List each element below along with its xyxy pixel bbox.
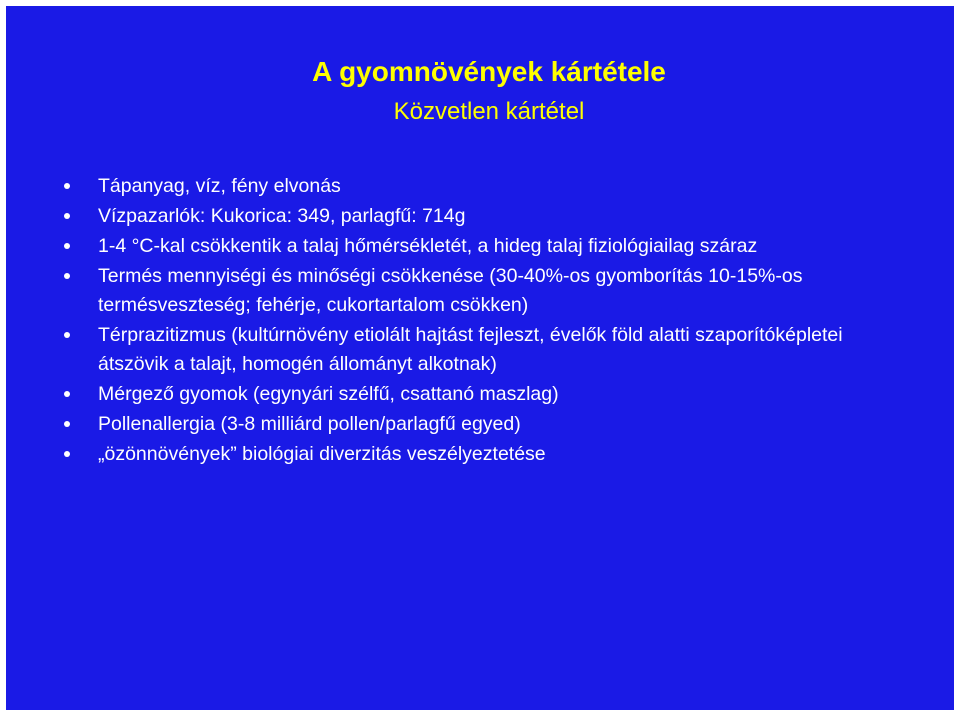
slide <box>6 6 954 710</box>
bullet-text: Mérgező gyomok (egynyári szélfű, csattanó maszlag) <box>98 383 559 405</box>
bullet-dot-icon <box>64 332 70 338</box>
slide-subtitle: Közvetlen kártétel <box>393 98 585 125</box>
bullet-dot-icon <box>64 421 70 427</box>
bullet-item <box>6 172 954 201</box>
bullet-item <box>6 440 954 469</box>
bullet-list <box>6 172 954 470</box>
bullet-text: 1-4 °C-kal csökkentik a talaj hőmérsékletét, a hideg talaj fiziológiailag száraz <box>98 235 758 257</box>
bullet-dot-icon <box>64 451 70 457</box>
bullet-text: Térprazitizmus (kultúrnövény etiolált hajtást fejleszt, évelők föld alatti szaporítóképletei átszövik a talajt, homogén állományt alkotnak) <box>98 324 843 375</box>
bullet-dot-icon <box>64 391 70 397</box>
bullet-dot-icon <box>64 273 70 279</box>
bullet-dot-icon <box>64 213 70 219</box>
bullet-text: „özönnövények” biológiai diverzitás veszélyeztetése <box>98 443 546 465</box>
slide-title: A gyomnövények kártétele <box>312 56 666 87</box>
bullet-text: Termés mennyiségi és minőségi csökkenése (30-40%-os gyomborítás 10-15%-os termésveszteség; fehérje, cukortartalom csökken) <box>98 265 803 316</box>
bullet-item <box>6 232 954 261</box>
bullet-item <box>6 262 954 320</box>
bullet-text: Tápanyag, víz, fény elvonás <box>98 175 341 197</box>
bullet-text: Pollenallergia (3-8 milliárd pollen/parlagfű egyed) <box>98 413 521 435</box>
bullet-item <box>6 410 954 439</box>
bullet-item <box>6 321 954 379</box>
bullet-item <box>6 202 954 231</box>
bullet-item <box>6 380 954 409</box>
bullet-dot-icon <box>64 243 70 249</box>
bullet-dot-icon <box>64 183 70 189</box>
bullet-text: Vízpazarlók: Kukorica: 349, parlagfű: 714g <box>98 205 466 227</box>
